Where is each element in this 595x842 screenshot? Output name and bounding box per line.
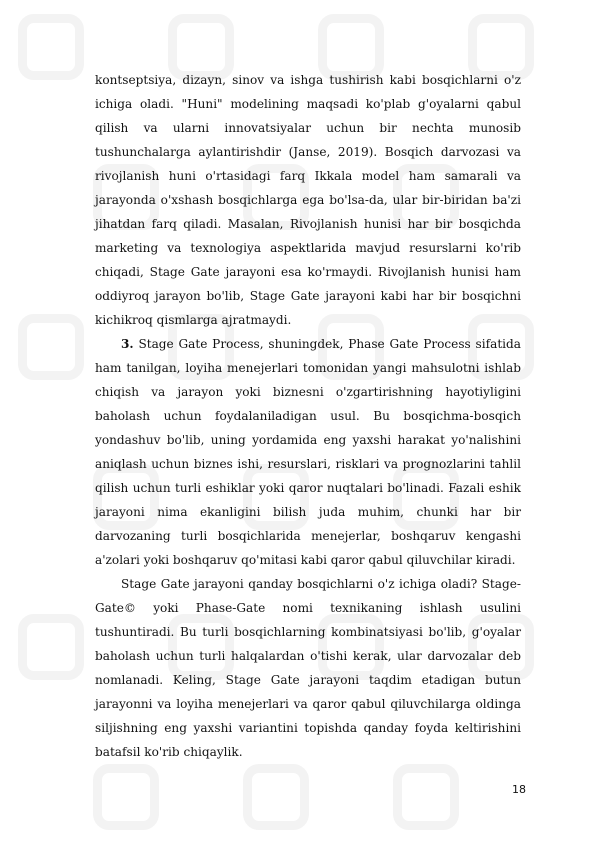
paragraph-2 [95,332,521,572]
paragraph-2-number: 3. [121,337,134,351]
page-number: 18 [512,783,526,796]
paragraph-1: kontseptsiya, dizayn, sinov va ishga tushirish kabi bosqichlarni o'z ichiga oladi. "Huni" modelining maqsadi ko'plab g'oyalarni qabul qilish va ularni innovatsiyalar uchun bir nechta munosib tushunchalarga aylantirishdir (Janse, 2019). Bosqich darvozasi va rivojlanish huni o'rtasidagi farq Ikkala model ham samarali va jarayonda o'xshash bosqichlarga ega bo'lsa-da, ular bir-biridan ba'zi jihatdan farq qiladi. Masalan, Rivojlanish hunisi har bir bosqichda marketing va texnologiya aspektlarida mavjud resurslarni ko'rib chiqadi, Stage Gate jarayoni esa ko'rmaydi. Rivojlanish hunisi ham oddiyroq jarayon bo'lib, Stage Gate jarayoni kabi har bir bosqichni kichikroq qismlarga ajratmaydi. [95,73,521,327]
paragraph-2-text: Stage Gate Process, shuningdek, Phase Gate Process sifatida ham tanilgan, loyiha menejerlari tomonidan yangi mahsulotni ishlab chiqish va jarayon yoki biznesni o'zgartirishning hayotiyligini baholash uchun foydalaniladigan usul. Bu bosqichma-bosqich yondashuv bo'lib, uning yordamida eng yaxshi harakat yo'nalishini aniqlash uchun biznes ishi, resurslari, risklari va prognozlarini tahlil qilish uchun turli eshiklar yoki qaror nuqtalari bo'linadi. Fazali eshik jarayoni nima ekanligini bilish juda muhim, chunki har bir darvozaning turli bosqichlarida menejerlar, boshqaruv kengashi a'zolari yoki boshqaruv qo'mitasi kabi qaror qabul qiluvchilar kiradi. [95,337,521,567]
document-body [95,68,521,764]
paragraph-3: Stage Gate jarayoni qanday bosqichlarni o'z ichiga oladi? Stage-Gate© yoki Phase-Gate nomi texnikaning ishlash usulini tushuntiradi. Bu turli bosqichlarning kombinatsiyasi bo'lib, g'oyalar baholash uchun turli halqalardan o'tishi kerak, ular darvozalar deb nomlanadi. Keling, Stage Gate jarayoni taqdim etadigan butun jarayonni va loyiha menejerlari va qaror qabul qiluvchilarga oldinga siljishning eng yaxshi variantini topishda qanday foyda keltirishini batafsil ko'rib chiqaylik. [95,577,521,759]
